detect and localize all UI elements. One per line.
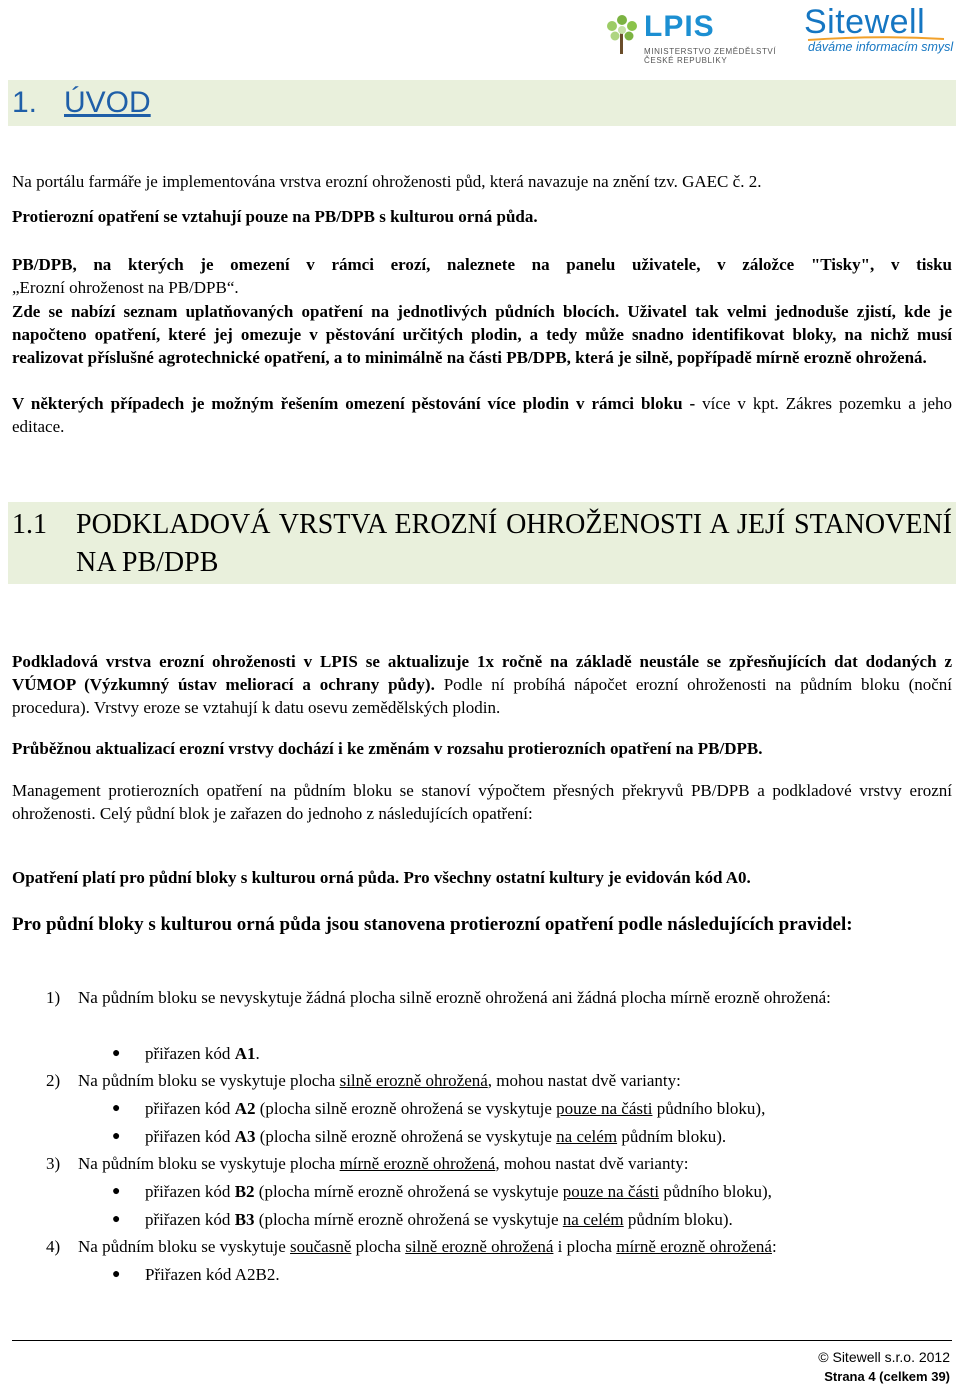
item-underlined: mírně erozně ohrožená bbox=[339, 1154, 496, 1173]
paragraph-line: „Erozní ohroženost na PB/DPB“. bbox=[12, 278, 239, 297]
paragraph: Průběžnou aktualizací erozní vrstvy dochází i ke změnám v rozsahu protierozních opatření na PB/DPB. bbox=[12, 739, 763, 758]
list-item bbox=[78, 1152, 952, 1175]
paragraph: Protierozní opatření se vztahují pouze na PB/DPB s kulturou orná půda. bbox=[12, 207, 538, 226]
paragraph: Pro půdní bloky s kulturou orná půda jsou stanovena protierozní opatření podle následujících pravidel: bbox=[12, 914, 853, 935]
code: B2 bbox=[234, 1182, 255, 1201]
section-number: 1. bbox=[12, 86, 38, 119]
subitem-text: (plocha mírně erozně ohrožená se vyskytuje bbox=[254, 1182, 563, 1201]
sitewell-wordmark: Sitewell bbox=[804, 3, 926, 41]
list-item: Na půdním bloku se nevyskytuje žádná plocha silně erozně ohrožená ani žádná plocha mírně erozně ohrožená: bbox=[78, 988, 831, 1007]
paragraph: Zde se nabízí seznam uplatňovaných opatření na jednotlivých půdních blocích. Uživatel tak velmi jednoduše zjistí, kde je napočteno opatření, které jej omezuje v pěstování určitých plodin, a tedy může snadno identifikovat bloky, na nichž musí realizovat příslušné agrotechnické opatření, a to minimálně na části PB/DPB, která je silně, popřípadě mírně erozně ohrožená. bbox=[12, 302, 952, 367]
bullet-icon: ● bbox=[112, 1129, 121, 1144]
bullet-icon: ● bbox=[112, 1267, 121, 1282]
list-number: 3) bbox=[46, 1154, 61, 1173]
paragraph: Na portálu farmáře je implementována vrstva erozní ohroženosti půd, která navazuje na znění tzv. GAEC č. 2. bbox=[12, 172, 762, 191]
subitem-text: přiřazen kód bbox=[145, 1127, 235, 1146]
subitem-text: půdním bloku). bbox=[623, 1210, 733, 1229]
paragraph-line: PB/DPB, na kterých je omezení v rámci erozí, naleznete na panelu uživatele, v záložce "Tisky", v tisku bbox=[12, 255, 952, 274]
subitem-text: půdního bloku), bbox=[659, 1182, 772, 1201]
code: A1 bbox=[234, 1044, 256, 1063]
item-underlined: mírně erozně ohrožená bbox=[616, 1237, 772, 1256]
paragraph bbox=[12, 392, 952, 438]
section-title: ÚVOD bbox=[64, 86, 151, 119]
tree-icon bbox=[604, 12, 640, 56]
item-text: Na půdním bloku se vyskytuje plocha bbox=[78, 1154, 340, 1173]
subitem-text: půdním bloku). bbox=[617, 1127, 727, 1146]
list-subitem bbox=[145, 1125, 726, 1148]
subitem-text: přiřazen kód bbox=[145, 1182, 235, 1201]
list-item bbox=[78, 1069, 952, 1092]
subitem-text: (plocha silně erozně ohrožená se vyskytuje bbox=[255, 1099, 557, 1118]
footer-divider bbox=[12, 1340, 952, 1341]
paragraph-rest: Podle ní probíhá nápočet erozní ohroženosti na půdním bloku (noční procedura). Vrstvy eroze se vztahují k datu osevu zemědělských plodin. bbox=[12, 675, 952, 717]
list-item bbox=[78, 1235, 952, 1258]
item-text: Na půdním bloku se vyskytuje bbox=[78, 1237, 291, 1256]
paragraph-bold-part: Podkladová vrstva erozní ohroženosti v LPIS se aktualizuje 1x ročně na základě neustále se zpřesňujících dat dodaných z VÚMOP (Výzkumný ústav meliorací a ochrany půdy). bbox=[12, 652, 952, 694]
subitem-text: půdního bloku), bbox=[652, 1099, 766, 1118]
bullet-icon: ● bbox=[112, 1212, 121, 1227]
list-subitem bbox=[145, 1208, 733, 1231]
paragraph bbox=[12, 650, 952, 719]
item-underlined: současně bbox=[290, 1237, 352, 1256]
lpis-ministry-line2: ČESKÉ REPUBLIKY bbox=[644, 56, 728, 65]
lpis-logo bbox=[604, 6, 777, 65]
item-underlined: silně erozně ohrožená bbox=[339, 1071, 488, 1090]
item-text: plocha bbox=[351, 1237, 406, 1256]
lpis-ministry-line1: MINISTERSTVO ZEMĚDĚLSTVÍ bbox=[644, 47, 777, 56]
code: A3 bbox=[234, 1127, 256, 1146]
footer-page-number: Strana 4 (celkem 39) bbox=[824, 1369, 950, 1384]
subitem-underlined: na celém bbox=[556, 1127, 618, 1146]
bullet-icon: ● bbox=[112, 1184, 121, 1199]
subitem-text: přiřazen kód bbox=[145, 1099, 235, 1118]
item-text: , mohou nastat dvě varianty: bbox=[487, 1071, 681, 1090]
subitem-underlined: pouze na části bbox=[562, 1182, 660, 1201]
bullet-icon: ● bbox=[112, 1101, 121, 1116]
footer-copyright: © Sitewell s.r.o. 2012 bbox=[818, 1349, 950, 1365]
code: A2 bbox=[234, 1099, 256, 1118]
item-text: Na půdním bloku se vyskytuje plocha bbox=[78, 1071, 340, 1090]
paragraph: Opatření platí pro půdní bloky s kulturou orná půda. Pro všechny ostatní kultury je evidován kód A0. bbox=[12, 868, 751, 887]
paragraph-rest: více v kpt. Zákres pozemku a jeho editace. bbox=[12, 394, 952, 436]
item-text: i plocha bbox=[553, 1237, 617, 1256]
subitem-underlined: pouze na části bbox=[556, 1099, 653, 1118]
subsection-title: PODKLADOVÁ VRSTVA EROZNÍ OHROŽENOSTI A JEJÍ STANOVENÍ NA PB/DPB bbox=[76, 509, 952, 578]
list-subitem bbox=[145, 1097, 765, 1120]
list-number: 4) bbox=[46, 1237, 61, 1256]
subitem-text: (plocha mírně erozně ohrožená se vyskytuje bbox=[254, 1210, 563, 1229]
sitewell-slogan: dáváme informacím smysl bbox=[808, 40, 954, 54]
bullet-icon: ● bbox=[112, 1046, 121, 1061]
subitem-text: přiřazen kód bbox=[145, 1210, 235, 1229]
item-text: , mohou nastat dvě varianty: bbox=[495, 1154, 689, 1173]
subitem-text: přiřazen kód bbox=[145, 1044, 235, 1063]
subitem-text: . bbox=[255, 1044, 260, 1063]
list-subitem: Přiřazen kód A2B2. bbox=[145, 1265, 280, 1284]
subitem-text: (plocha silně erozně ohrožená se vyskytuje bbox=[255, 1127, 557, 1146]
subsection-number: 1.1 bbox=[12, 509, 47, 540]
lpis-wordmark: LPIS bbox=[644, 10, 715, 43]
subitem-underlined: na celém bbox=[562, 1210, 624, 1229]
list-number: 2) bbox=[46, 1071, 61, 1090]
list-subitem bbox=[145, 1180, 772, 1203]
sitewell-logo bbox=[802, 4, 952, 56]
list-subitem bbox=[145, 1042, 260, 1065]
paragraph: Management protierozních opatření na půdním bloku se stanoví výpočtem přesných překryvů PB/DPB a podkladové vrstvy erozní ohroženosti. Celý půdní blok je zařazen do jednoho z následujících opatření: bbox=[12, 781, 952, 823]
item-text: : bbox=[771, 1237, 777, 1256]
code: B3 bbox=[234, 1210, 255, 1229]
paragraph-bold-part: V některých případech je možným řešením omezení pěstování více plodin v rámci bloku - bbox=[12, 394, 696, 413]
item-underlined: silně erozně ohrožená bbox=[405, 1237, 554, 1256]
list-number: 1) bbox=[46, 988, 61, 1007]
